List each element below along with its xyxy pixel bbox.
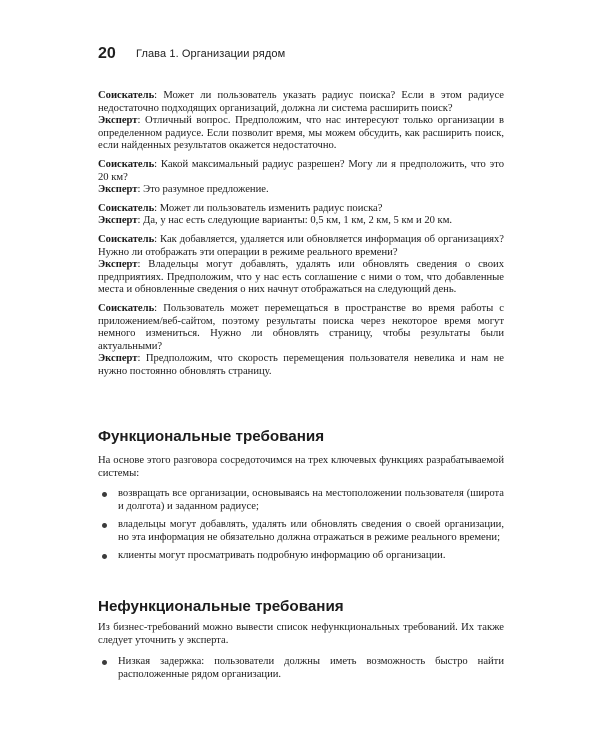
expert-turn [98,259,504,297]
candidate-turn [98,303,504,353]
bullet-icon [102,523,107,528]
bullet-icon [102,660,107,665]
nonfunctional-requirements-intro: Из бизнес-требований можно вывести список нефункциональных требований. Их также следует уточнить у эксперта. [98,622,504,646]
interview-dialogue [98,90,504,384]
speaker-label: Соискатель [98,158,155,170]
functional-requirements-intro: На основе этого разговора сосредоточимся на трех ключевых функциях разрабатываемой системы: [98,455,504,479]
list-item [98,488,504,513]
speaker-label: Эксперт [98,259,138,271]
page-number: 20 [98,45,116,62]
dialogue-exchange [98,159,504,197]
expert-turn [98,215,504,228]
turn-text: : Как добавляется, удаляется или обновляется информация об организациях? Нужно ли отображать эти операции в режиме реального времени? [98,233,504,258]
list-item [98,519,504,544]
candidate-turn [98,203,504,216]
turn-text: : Да, у нас есть следующие варианты: 0,5 км, 1 км, 2 км, 5 км и 20 км. [137,215,453,227]
candidate-turn [98,90,504,115]
dialogue-exchange [98,90,504,153]
expert-turn [98,353,504,378]
speaker-label: Эксперт [98,215,138,227]
speaker-label: Соискатель [98,202,155,214]
candidate-turn [98,234,504,259]
turn-text: : Отличный вопрос. Предположим, что нас интересуют только организации в определенном радиусе. Если позволит время, мы можем обсудить, как расширить поиск, если найденных результатов окажется недостаточно. [98,115,504,152]
list-item-text: Низкая задержка: пользователи должны иметь возможность быстро найти расположенные рядом организации. [118,656,504,680]
speaker-label: Эксперт [98,115,138,127]
dialogue-exchange [98,203,504,228]
speaker-label: Эксперт [98,184,138,196]
turn-text: : Предположим, что скорость перемещения пользователя невелика и нам не нужно постоянно обновлять страницу. [98,353,504,377]
running-title: Глава 1. Организации рядом [136,48,286,60]
bullet-icon [102,492,107,497]
page-header [98,45,508,65]
speaker-label: Эксперт [98,353,138,365]
dialogue-exchange [98,303,504,379]
turn-text: : Может ли пользователь изменить радиус поиска? [154,202,383,214]
list-item-text: возвращать все организации, основываясь на местоположении пользователя (широта и долгота) и заданном радиусе; [118,488,504,512]
candidate-turn [98,159,504,184]
turn-text: : Пользователь может перемещаться в пространстве во время работы с приложением/веб-сайтом, поэтому результаты поиска через некоторое время могут немного измениться. Нужно ли обновлять страницу, чтобы результаты были актуальными? [98,302,504,352]
expert-turn [98,115,504,153]
expert-turn [98,184,504,197]
list-item-text: клиенты могут просматривать подробную информацию об организации. [118,550,446,562]
bullet-icon [102,554,107,559]
list-item [98,656,504,681]
turn-text: : Это разумное предложение. [137,184,269,196]
speaker-label: Соискатель [98,233,155,245]
turn-text: : Может ли пользователь указать радиус поиска? Если в этом радиусе недостаточно подходящих организаций, должна ли система расширить поиск? [98,90,504,114]
functional-requirements-heading: Функциональные требования [98,428,325,445]
nonfunctional-requirements-list [98,656,504,687]
turn-text: : Владельцы могут добавлять, удалять или обновлять сведения о своих предприятиях. Предположим, что у нас есть соглашение с ними о том, что добавленные места и обновленные сведения о них начнут отображаться на следующий день. [98,259,504,296]
dialogue-exchange [98,234,504,297]
list-item-text: владельцы могут добавлять, удалять или обновлять сведения о своей организации, но эта информация не обязательно должна отражаться в режиме реального времени; [118,519,504,543]
functional-requirements-list [98,488,504,569]
list-item [98,550,504,563]
turn-text: : Какой максимальный радиус разрешен? Могу ли я предположить, что это 20 км? [98,158,504,183]
speaker-label: Соискатель [98,302,155,314]
speaker-label: Соискатель [98,90,155,101]
nonfunctional-requirements-heading: Нефункциональные требования [98,598,344,615]
